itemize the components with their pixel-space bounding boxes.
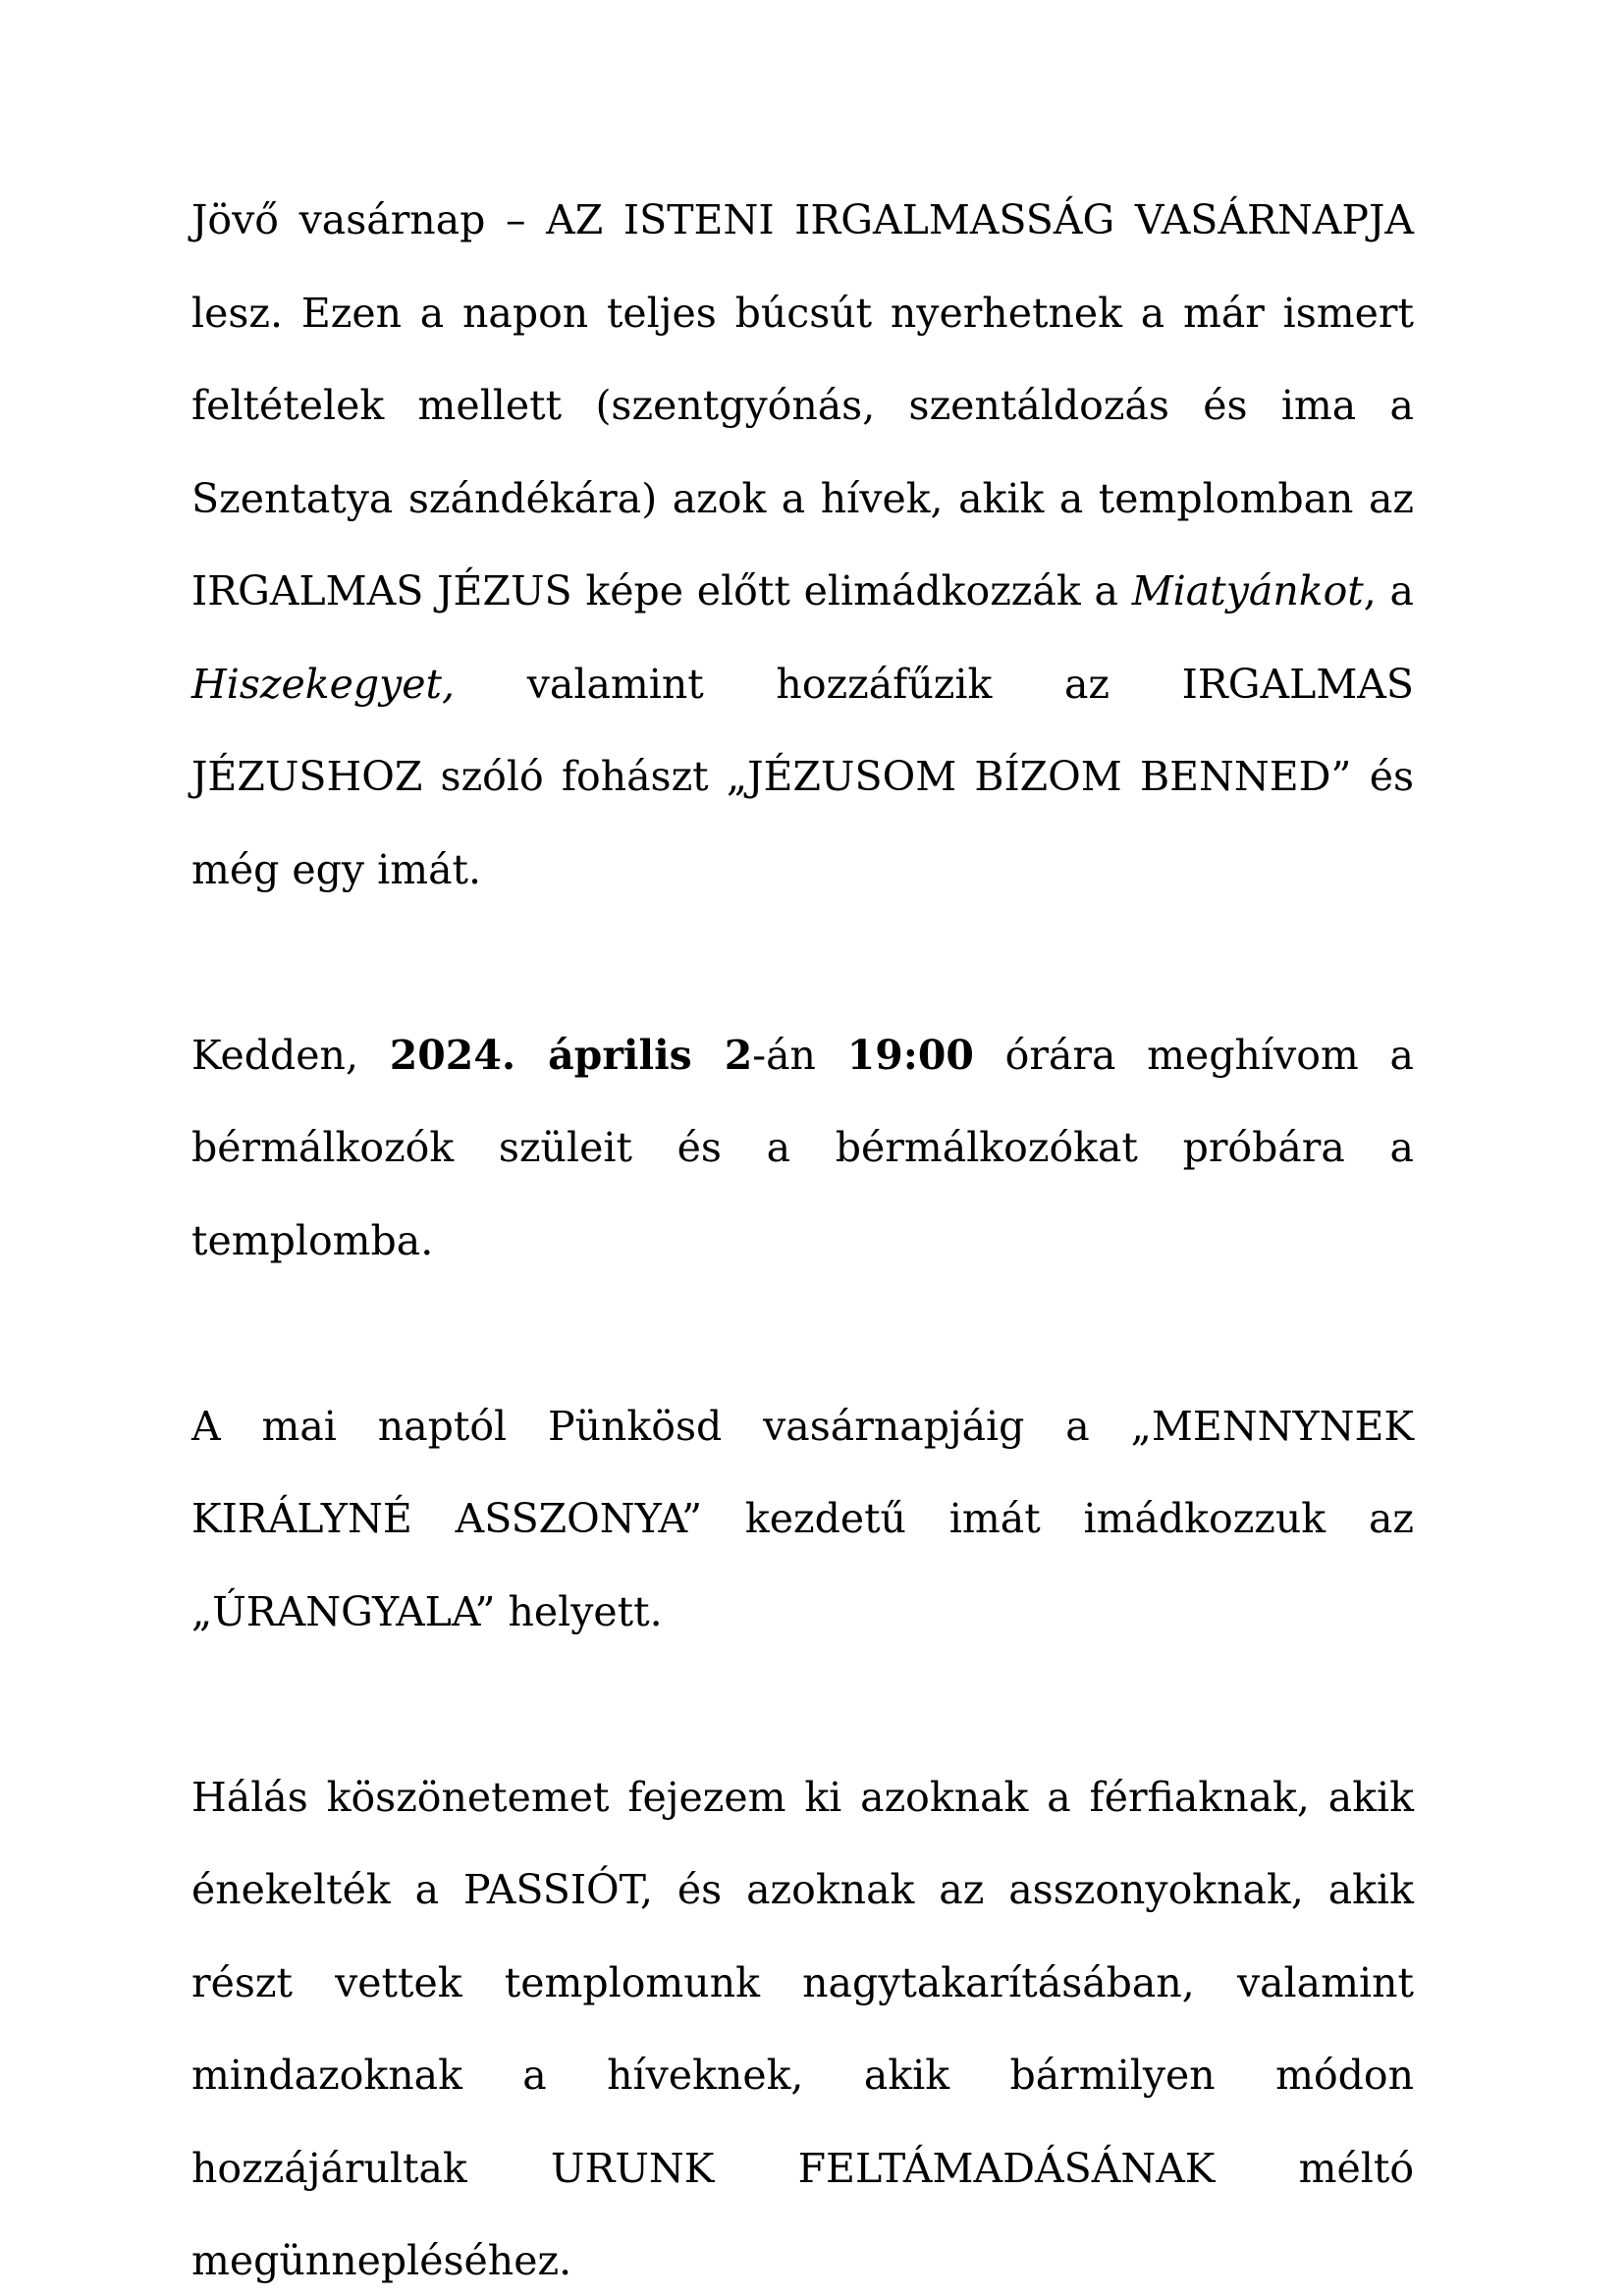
text-run: Hálás köszönetemet fejezem ki azoknak a férfiaknak, akik énekelték a PASSIÓT, és azoknak az asszonyoknak, akik részt vettek templomunk nagytakarításában, valamint mindazoknak a híveknek, akik bármilyen módon hozzájárultak URUNK FELTÁMADÁSÁNAK méltó megünnepléséhez. — [191, 1773, 1414, 2284]
paragraph-divine-mercy-sunday — [191, 174, 1414, 916]
text-run: Kedden, — [191, 1031, 390, 1079]
text-run: 2024. április 2 — [389, 1031, 753, 1079]
text-run: órára meghívom a bérmálkozók szüleit és a bérmálkozókat próbára a templomba. — [191, 1031, 1414, 1264]
text-run: A mai naptól Pünkösd vasárnapjáig a „MENNYNEK KIRÁLYNÉ ASSZONYA” kezdetű imát imádkozzuk az „ÚRANGYALA” helyett. — [191, 1402, 1414, 1635]
paragraph-regina-caeli-prayer — [191, 1380, 1414, 1659]
text-run: Miatyánkot — [1131, 567, 1364, 614]
paragraph-thanksgiving — [191, 1751, 1414, 2296]
text-run: Jövő vasárnap – AZ ISTENI IRGALMASSÁG VASÁRNAPJA lesz. Ezen a napon teljes búcsút nyerhetnek a már ismert feltételek mellett (szentgyónás, szentáldozás és ima a Szentatya szándékára) azok a hívek, akik a templomban az IRGALMAS JÉZUS képe előtt elimádkozzák a — [191, 196, 1414, 614]
text-run: valamint hozzáfűzik az IRGALMAS JÉZUSHOZ szóló fohászt „JÉZUSOM BÍZOM BENNED” és még egy imát. — [191, 660, 1414, 893]
paragraph-confirmation-rehearsal — [191, 1009, 1414, 1288]
text-run: , a — [1363, 567, 1414, 614]
text-run: 19:00 — [846, 1031, 974, 1079]
text-run: -án — [752, 1031, 847, 1079]
text-run: Hiszekegyet, — [191, 660, 456, 708]
document-body — [191, 174, 1414, 2296]
